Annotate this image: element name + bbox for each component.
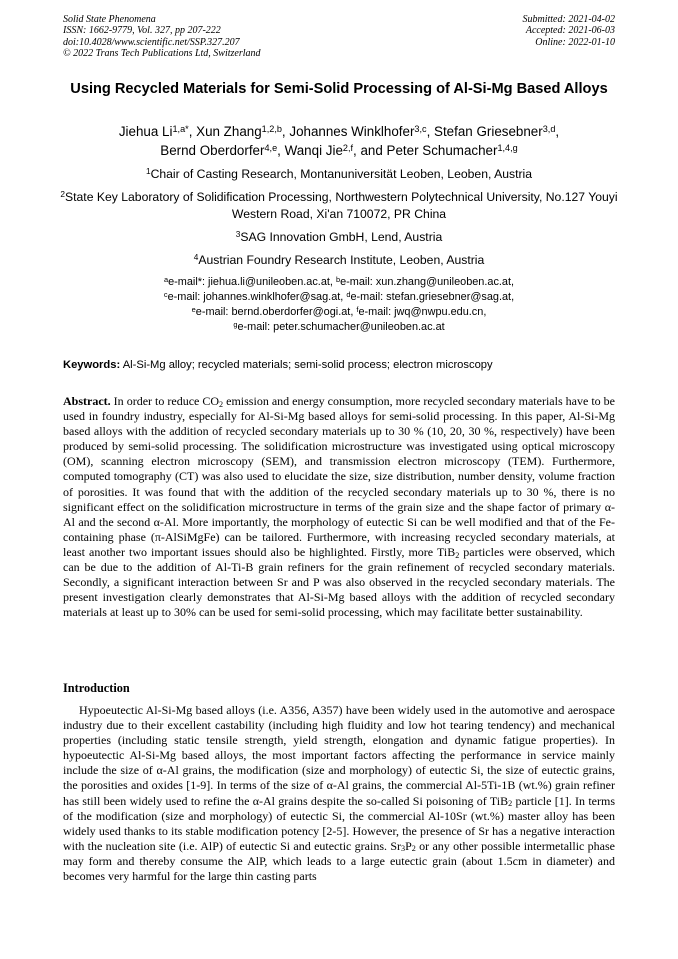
email-separator: , <box>340 291 347 303</box>
author <box>285 143 387 158</box>
author-separator: , <box>188 124 197 139</box>
email-label: e-mail: <box>167 291 204 303</box>
submitted-date: Submitted: 2021-04-02 <box>522 14 615 25</box>
email-address[interactable]: peter.schumacher@unileoben.ac.at <box>273 321 445 333</box>
affiliation-list <box>60 166 618 275</box>
body-text: P <box>405 838 412 853</box>
author <box>119 124 196 139</box>
abstract <box>63 394 615 620</box>
email-address[interactable]: xun.zhang@unileoben.ac.at <box>375 276 511 288</box>
affiliation-mark: 1 <box>145 166 151 177</box>
keywords-label: Keywords: <box>63 359 121 371</box>
copyright-line: © 2022 Trans Tech Publications Ltd, Switzerland <box>63 48 261 60</box>
email-label: e-mail: <box>350 291 387 303</box>
online-date: Online: 2022-01-10 <box>535 36 615 48</box>
email-mark: d <box>346 289 351 299</box>
author-affiliation-mark: 4,e <box>264 142 278 153</box>
email-separator: , <box>329 276 336 288</box>
affiliation-mark: 4 <box>193 252 199 263</box>
affiliation <box>60 166 618 183</box>
author-name: Stefan Griesebner <box>434 124 543 139</box>
affiliation-text: Chair of Casting Research, Montanuniversität Leoben, Leoben, Austria <box>150 167 533 181</box>
affiliation <box>60 252 618 269</box>
author-separator: , <box>426 124 435 139</box>
author-name: Wanqi Jie <box>284 143 343 158</box>
author <box>196 124 289 139</box>
author-affiliation-mark: 2,f <box>342 142 354 153</box>
affiliation-text: Austrian Foundry Research Institute, Leoben, Austria <box>198 253 485 267</box>
author-affiliation-mark: 1,2,b <box>261 123 282 134</box>
keywords-text: Al-Si-Mg alloy; recycled materials; semi-solid process; electron microscopy <box>122 359 493 371</box>
author-list <box>60 122 618 160</box>
author-separator: , <box>277 143 285 158</box>
abstract-text: In order to reduce CO <box>110 394 220 408</box>
author <box>160 143 284 158</box>
journal-header <box>63 14 261 60</box>
abstract-text: particles were observed, which can be due to the addition of Al-Ti-B grain refiners for the grain refinement of recycled secondary materials. Secondly, a significant interaction between Sr and P was also observed in the recycled secondary materials. The present investigation clearly demonstrates that Al-Si-Mg based alloys with the addition of recycled secondary materials at least up to 30% can be used for semi-solid processing, which may facilitate better sustainability. <box>63 544 616 620</box>
email-label: e-mail: <box>195 306 232 318</box>
email-address[interactable]: jwq@nwpu.edu.cn <box>394 306 484 318</box>
affiliation-text: SAG Innovation GmbH, Lend, Austria <box>240 230 443 244</box>
section-heading: Introduction <box>63 681 130 695</box>
email-label: e-mail: <box>340 276 376 288</box>
abstract-label: Abstract. <box>63 394 111 408</box>
abstract-paragraph <box>63 394 615 620</box>
body-text: or any other possible intermetallic phase may form and thereby consume the AlP, which leads to a large eutectic grain (about 1.5cm in diameter) and becomes very harmful for the large thin casting parts <box>63 838 615 884</box>
email-label: e-mail: <box>358 306 395 318</box>
subscript: 3 <box>401 844 406 854</box>
email-mark: g <box>233 319 238 329</box>
affiliation-text: State Key Laboratory of Solidification Processing, Northwestern Polytechnical University, No.127 Youyi Western Road, Xi'an 710072, PR China <box>65 190 618 221</box>
subscript: 2 <box>411 844 416 854</box>
subscript: 2 <box>219 399 224 409</box>
author <box>289 124 434 139</box>
email-separator: , <box>350 306 357 318</box>
email-mark: e <box>191 304 196 314</box>
subscript: 2 <box>508 799 513 809</box>
email-mark: c <box>163 289 168 299</box>
email-address[interactable]: stefan.griesebner@sag.at <box>386 291 512 303</box>
affiliation <box>60 229 618 246</box>
introduction-paragraph <box>63 703 615 884</box>
subscript: 2 <box>455 550 460 560</box>
email-separator: , <box>511 291 515 303</box>
journal-name: Solid State Phenomena <box>63 14 156 25</box>
body-text: Hypoeutectic Al-Si-Mg based alloys (i.e. A356, A357) have been widely used in the automotive and aerospace industry due to their excellent castability (including high fluidity and low hot tearing tendency) and mechanical properties (including static tensile strength, yield strength, elongation and dynamic fatigue properties). In hypoeutectic Al-Si-Mg based alloys, the most important factors affecting the performance in service mainly include the size of α-Al grains, the modification (size and morphology) of eutectic Si, the size of eutectic grains, the porosities and oxides [1-9]. In terms of the size of α-Al grains, the commercial Al-5Ti-1B (wt.%) grain refiner has still been widely used to refine the α-Al grains despite the so-called Si poisoning of TiB <box>63 703 615 808</box>
email-mark: b <box>335 274 341 284</box>
author-affiliation-mark: 1,4,g <box>497 142 518 153</box>
email-separator: , <box>511 276 515 288</box>
doi-line[interactable]: doi:10.4028/www.scientific.net/SSP.327.207 <box>63 36 240 48</box>
affiliation-mark: 3 <box>235 229 241 240</box>
author-affiliation-mark: 1,a* <box>172 123 189 134</box>
email-address[interactable]: johannes.winklhofer@sag.at <box>203 291 341 303</box>
paper-title: Using Recycled Materials for Semi-Solid Processing of Al-Si-Mg Based Alloys <box>70 81 608 97</box>
affiliation-mark: 2 <box>60 189 66 200</box>
affiliation <box>60 189 618 223</box>
author-name: Johannes Winklhofer <box>289 124 415 139</box>
issn-line: ISSN: 1662-9779, Vol. 327, pp 207-222 <box>63 25 221 37</box>
author-name: Jiehua Li <box>118 124 173 139</box>
author-name: Xun Zhang <box>196 124 262 139</box>
keywords <box>63 358 615 372</box>
dates-header <box>523 14 616 48</box>
email-separator: , <box>483 306 487 318</box>
author-affiliation-mark: 3,d <box>542 123 556 134</box>
author-name: Peter Schumacher <box>386 143 498 158</box>
email-mark: a <box>163 274 169 284</box>
email-mark: f <box>356 304 359 314</box>
author-name: Bernd Oberdorfer <box>160 143 265 158</box>
email-address[interactable]: jiehua.li@unileoben.ac.at <box>208 276 330 288</box>
email-label: e-mail: <box>237 321 274 333</box>
author <box>434 124 559 139</box>
accepted-date: Accepted: 2021-06-03 <box>525 25 615 37</box>
email-address[interactable]: bernd.oberdorfer@ogi.at <box>231 306 351 318</box>
author-separator: , <box>555 124 560 139</box>
body-text: particle [1]. In terms of the modification (size and morphology) of eutectic Si, the commercial Al-10Sr (wt.%) master alloy has been widely used thanks to its stable modification potency [2-5]. However, the presence of Sr has a negative interaction with the nucleation site (i.e. AlP) of eutectic Si and eutectic grains. Sr <box>63 793 615 853</box>
author-separator: , and <box>353 143 387 158</box>
author-separator: , <box>281 124 290 139</box>
email-list <box>60 275 618 335</box>
abstract-text: emission and energy consumption, more recycled secondary materials have to be used in foundry industry, especially for Al-Si-Mg based alloys for semi-solid processing. In this paper, Al-Si-Mg based alloys with the addition of recycled secondary materials up to 30 % (10, 20, 30 %, respectively) have been produced by semi-solid processing. The solidification microstructure was investigated using optical microscopy (OM), scanning electron microscopy (SEM), and transmission electron microscopy (TEM). Furthermore, computed tomography (CT) was also used to elucidate the size, size distribution, number density, volume fraction of porosities. It was found that with the addition of the recycled secondary materials up to 30 %, there is no significant effect on the solidification microstructure in terms of the grain size and the shape factor of primary α-Al and the second α-Al. More importantly, the morphology of eutectic Si can be well modified and that of the Fe-containing phase (π-AlSiMgFe) can be tailored. Furthermore, with increasing recycled secondary materials, at least another two important issues should also be highlighted. Firstly, more TiB <box>63 394 615 559</box>
author <box>387 143 518 158</box>
author-affiliation-mark: 3,c <box>414 123 427 134</box>
introduction-body <box>63 703 615 884</box>
email-label: e-mail*: <box>168 276 209 288</box>
